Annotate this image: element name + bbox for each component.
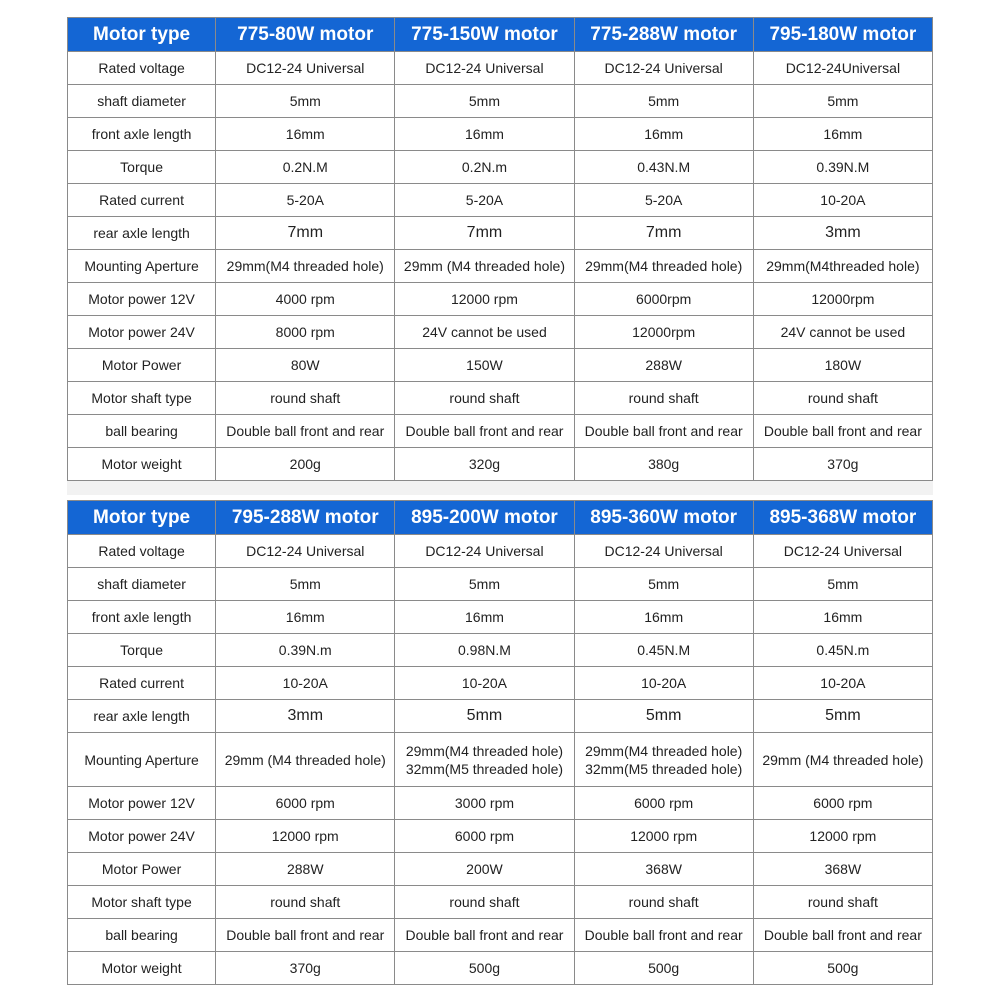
spec-cell: DC12-24 Universal — [395, 535, 574, 568]
spec-cell: 12000rpm — [574, 316, 753, 349]
row-label: shaft diameter — [68, 568, 216, 601]
row-label: Mounting Aperture — [68, 733, 216, 787]
spec-cell: 5mm — [753, 568, 932, 601]
table-row-rated-current — [68, 184, 933, 217]
spec-cell: 320g — [395, 448, 574, 481]
spec-cell-line: 29mm(M4 threaded hole) — [585, 742, 743, 759]
spec-cell: 6000 rpm — [216, 787, 395, 820]
spec-cell: round shaft — [574, 886, 753, 919]
spec-table-1 — [67, 17, 933, 481]
table-row-motor-shaft-type — [68, 886, 933, 919]
row-label: shaft diameter — [68, 85, 216, 118]
spec-cell: Double ball front and rear — [574, 415, 753, 448]
spec-cell: 5mm — [753, 700, 932, 733]
row-label: Rated current — [68, 667, 216, 700]
spec-cell: round shaft — [395, 382, 574, 415]
spec-cell: 6000rpm — [574, 283, 753, 316]
spec-cell: 29mm (M4 threaded hole) — [216, 733, 395, 787]
spec-cell: 0.45N.M — [574, 634, 753, 667]
table-row-ball-bearing — [68, 415, 933, 448]
row-label: rear axle length — [68, 700, 216, 733]
spec-cell: 16mm — [753, 118, 932, 151]
table-row-rear-axle-length — [68, 700, 933, 733]
spec-cell: round shaft — [574, 382, 753, 415]
spec-cell: 380g — [574, 448, 753, 481]
spec-cell: DC12-24 Universal — [216, 52, 395, 85]
spec-cell: round shaft — [216, 382, 395, 415]
spec-cell: 180W — [753, 349, 932, 382]
table-row-motor-power-24v — [68, 820, 933, 853]
spec-cell: 6000 rpm — [395, 820, 574, 853]
spec-cell: 16mm — [395, 118, 574, 151]
table-row-front-axle-length — [68, 601, 933, 634]
spec-cell: 10-20A — [753, 667, 932, 700]
spec-cell: round shaft — [395, 886, 574, 919]
spec-cell: 0.2N.m — [395, 151, 574, 184]
spec-cell: 288W — [574, 349, 753, 382]
row-label: Mounting Aperture — [68, 250, 216, 283]
spec-cell: 368W — [753, 853, 932, 886]
section-divider — [67, 481, 933, 495]
spec-cell: 12000 rpm — [395, 283, 574, 316]
table-row-motor-shaft-type — [68, 382, 933, 415]
spec-cell: 16mm — [216, 118, 395, 151]
row-label: Torque — [68, 151, 216, 184]
row-label: front axle length — [68, 601, 216, 634]
table-header-row — [68, 18, 933, 52]
table-row-motor-power-12v — [68, 787, 933, 820]
spec-cell: 29mm (M4 threaded hole) — [753, 733, 932, 787]
spec-cell: 16mm — [574, 601, 753, 634]
spec-cell: 5mm — [395, 568, 574, 601]
table-row-shaft-diameter — [68, 568, 933, 601]
header-895-200w-motor: 895-200W motor — [395, 501, 574, 535]
header-775-288w-motor: 775-288W motor — [574, 18, 753, 52]
spec-cell: DC12-24 Universal — [574, 535, 753, 568]
spec-cell: 29mm(M4 threaded hole) — [216, 250, 395, 283]
spec-cell: DC12-24Universal — [753, 52, 932, 85]
row-label: Motor power 12V — [68, 787, 216, 820]
row-label: Torque — [68, 634, 216, 667]
table-row-torque — [68, 634, 933, 667]
spec-cell: 6000 rpm — [753, 787, 932, 820]
spec-cell — [395, 733, 574, 787]
spec-cell: 4000 rpm — [216, 283, 395, 316]
header-775-80w-motor: 775-80W motor — [216, 18, 395, 52]
spec-cell: 12000 rpm — [216, 820, 395, 853]
row-label: Motor Power — [68, 349, 216, 382]
table-row-rated-voltage — [68, 535, 933, 568]
spec-cell: 0.39N.m — [216, 634, 395, 667]
spec-cell: 5mm — [753, 85, 932, 118]
spec-cell: 3mm — [753, 217, 932, 250]
spec-cell-line: 29mm(M4 threaded hole) — [405, 742, 564, 759]
row-label: Motor power 12V — [68, 283, 216, 316]
spec-cell: 5-20A — [574, 184, 753, 217]
spec-cell: Double ball front and rear — [395, 919, 574, 952]
spec-cell: 370g — [753, 448, 932, 481]
spec-cell — [574, 733, 753, 787]
spec-cell: 5mm — [574, 568, 753, 601]
row-label: Motor weight — [68, 448, 216, 481]
table-row-mounting-aperture — [68, 733, 933, 787]
row-label: Rated current — [68, 184, 216, 217]
spec-cell: round shaft — [753, 886, 932, 919]
row-label: Motor weight — [68, 952, 216, 985]
spec-cell: DC12-24 Universal — [395, 52, 574, 85]
spec-cell: 16mm — [753, 601, 932, 634]
table-row-mounting-aperture — [68, 250, 933, 283]
table-row-rated-current — [68, 667, 933, 700]
header-775-150w-motor: 775-150W motor — [395, 18, 574, 52]
table-row-motor-power-12v — [68, 283, 933, 316]
spec-cell: Double ball front and rear — [395, 415, 574, 448]
spec-cell: 7mm — [395, 217, 574, 250]
spec-cell: 500g — [574, 952, 753, 985]
table-row-rear-axle-length — [68, 217, 933, 250]
spec-cell: 10-20A — [753, 184, 932, 217]
spec-cell: 5mm — [574, 700, 753, 733]
row-label: rear axle length — [68, 217, 216, 250]
table-row-motor-weight — [68, 952, 933, 985]
row-label: ball bearing — [68, 415, 216, 448]
header-895-368w-motor: 895-368W motor — [753, 501, 932, 535]
row-label: Motor power 24V — [68, 316, 216, 349]
spec-cell: 8000 rpm — [216, 316, 395, 349]
spec-cell: 12000 rpm — [574, 820, 753, 853]
row-label: front axle length — [68, 118, 216, 151]
spec-cell: 0.43N.M — [574, 151, 753, 184]
header-795-180w-motor: 795-180W motor — [753, 18, 932, 52]
spec-cell: 29mm (M4 threaded hole) — [395, 250, 574, 283]
table-row-front-axle-length — [68, 118, 933, 151]
spec-cell: 12000rpm — [753, 283, 932, 316]
spec-cell: 368W — [574, 853, 753, 886]
spec-cell: Double ball front and rear — [753, 415, 932, 448]
spec-cell: 0.39N.M — [753, 151, 932, 184]
spec-cell: 3000 rpm — [395, 787, 574, 820]
spec-cell: 5-20A — [395, 184, 574, 217]
spec-cell: 24V cannot be used — [395, 316, 574, 349]
spec-cell: 80W — [216, 349, 395, 382]
spec-cell: 0.98N.M — [395, 634, 574, 667]
spec-cell: 500g — [395, 952, 574, 985]
row-label: Rated voltage — [68, 52, 216, 85]
row-label: ball bearing — [68, 919, 216, 952]
spec-table-2 — [67, 500, 933, 985]
table-row-motor-power-24v — [68, 316, 933, 349]
spec-cell: Double ball front and rear — [216, 415, 395, 448]
table-row-rated-voltage — [68, 52, 933, 85]
header-795-288w-motor: 795-288W motor — [216, 501, 395, 535]
spec-cell: DC12-24 Universal — [753, 535, 932, 568]
spec-cell: 5mm — [216, 568, 395, 601]
row-label: Motor power 24V — [68, 820, 216, 853]
spec-cell: 24V cannot be used — [753, 316, 932, 349]
spec-cell: 7mm — [216, 217, 395, 250]
table-row-ball-bearing — [68, 919, 933, 952]
spec-cell: DC12-24 Universal — [574, 52, 753, 85]
header-motor-type: Motor type — [68, 18, 216, 52]
row-label: Motor Power — [68, 853, 216, 886]
spec-cell: Double ball front and rear — [753, 919, 932, 952]
table-row-motor-power — [68, 853, 933, 886]
table-row-torque — [68, 151, 933, 184]
spec-cell: round shaft — [753, 382, 932, 415]
table-header-row — [68, 501, 933, 535]
header-motor-type: Motor type — [68, 501, 216, 535]
spec-cell: 0.45N.m — [753, 634, 932, 667]
spec-cell: 200W — [395, 853, 574, 886]
spec-cell: 5mm — [395, 700, 574, 733]
spec-cell: 0.2N.M — [216, 151, 395, 184]
spec-cell: 5mm — [216, 85, 395, 118]
spec-cell: 200g — [216, 448, 395, 481]
row-label: Rated voltage — [68, 535, 216, 568]
spec-cell: 16mm — [574, 118, 753, 151]
spec-cell: 5mm — [574, 85, 753, 118]
spec-cell: 10-20A — [395, 667, 574, 700]
table-row-shaft-diameter — [68, 85, 933, 118]
row-label: Motor shaft type — [68, 886, 216, 919]
spec-cell: Double ball front and rear — [574, 919, 753, 952]
header-895-360w-motor: 895-360W motor — [574, 501, 753, 535]
spec-cell: 500g — [753, 952, 932, 985]
spec-cell-line: 32mm(M5 threaded hole) — [405, 760, 564, 777]
spec-cell: 29mm(M4 threaded hole) — [574, 250, 753, 283]
spec-cell: 150W — [395, 349, 574, 382]
spec-cell: 10-20A — [216, 667, 395, 700]
spec-cell: 6000 rpm — [574, 787, 753, 820]
spec-cell-line: 32mm(M5 threaded hole) — [585, 760, 743, 777]
spec-cell: 12000 rpm — [753, 820, 932, 853]
spec-cell: round shaft — [216, 886, 395, 919]
spec-cell: 288W — [216, 853, 395, 886]
row-label: Motor shaft type — [68, 382, 216, 415]
spec-cell: 370g — [216, 952, 395, 985]
spec-cell: 10-20A — [574, 667, 753, 700]
spec-cell: 7mm — [574, 217, 753, 250]
spec-cell: 16mm — [216, 601, 395, 634]
spec-cell: DC12-24 Universal — [216, 535, 395, 568]
table-row-motor-weight — [68, 448, 933, 481]
spec-cell: 29mm(M4threaded hole) — [753, 250, 932, 283]
spec-cell: 16mm — [395, 601, 574, 634]
spec-cell: 5mm — [395, 85, 574, 118]
spec-cell: 5-20A — [216, 184, 395, 217]
spec-cell: 3mm — [216, 700, 395, 733]
spec-cell: Double ball front and rear — [216, 919, 395, 952]
table-row-motor-power — [68, 349, 933, 382]
